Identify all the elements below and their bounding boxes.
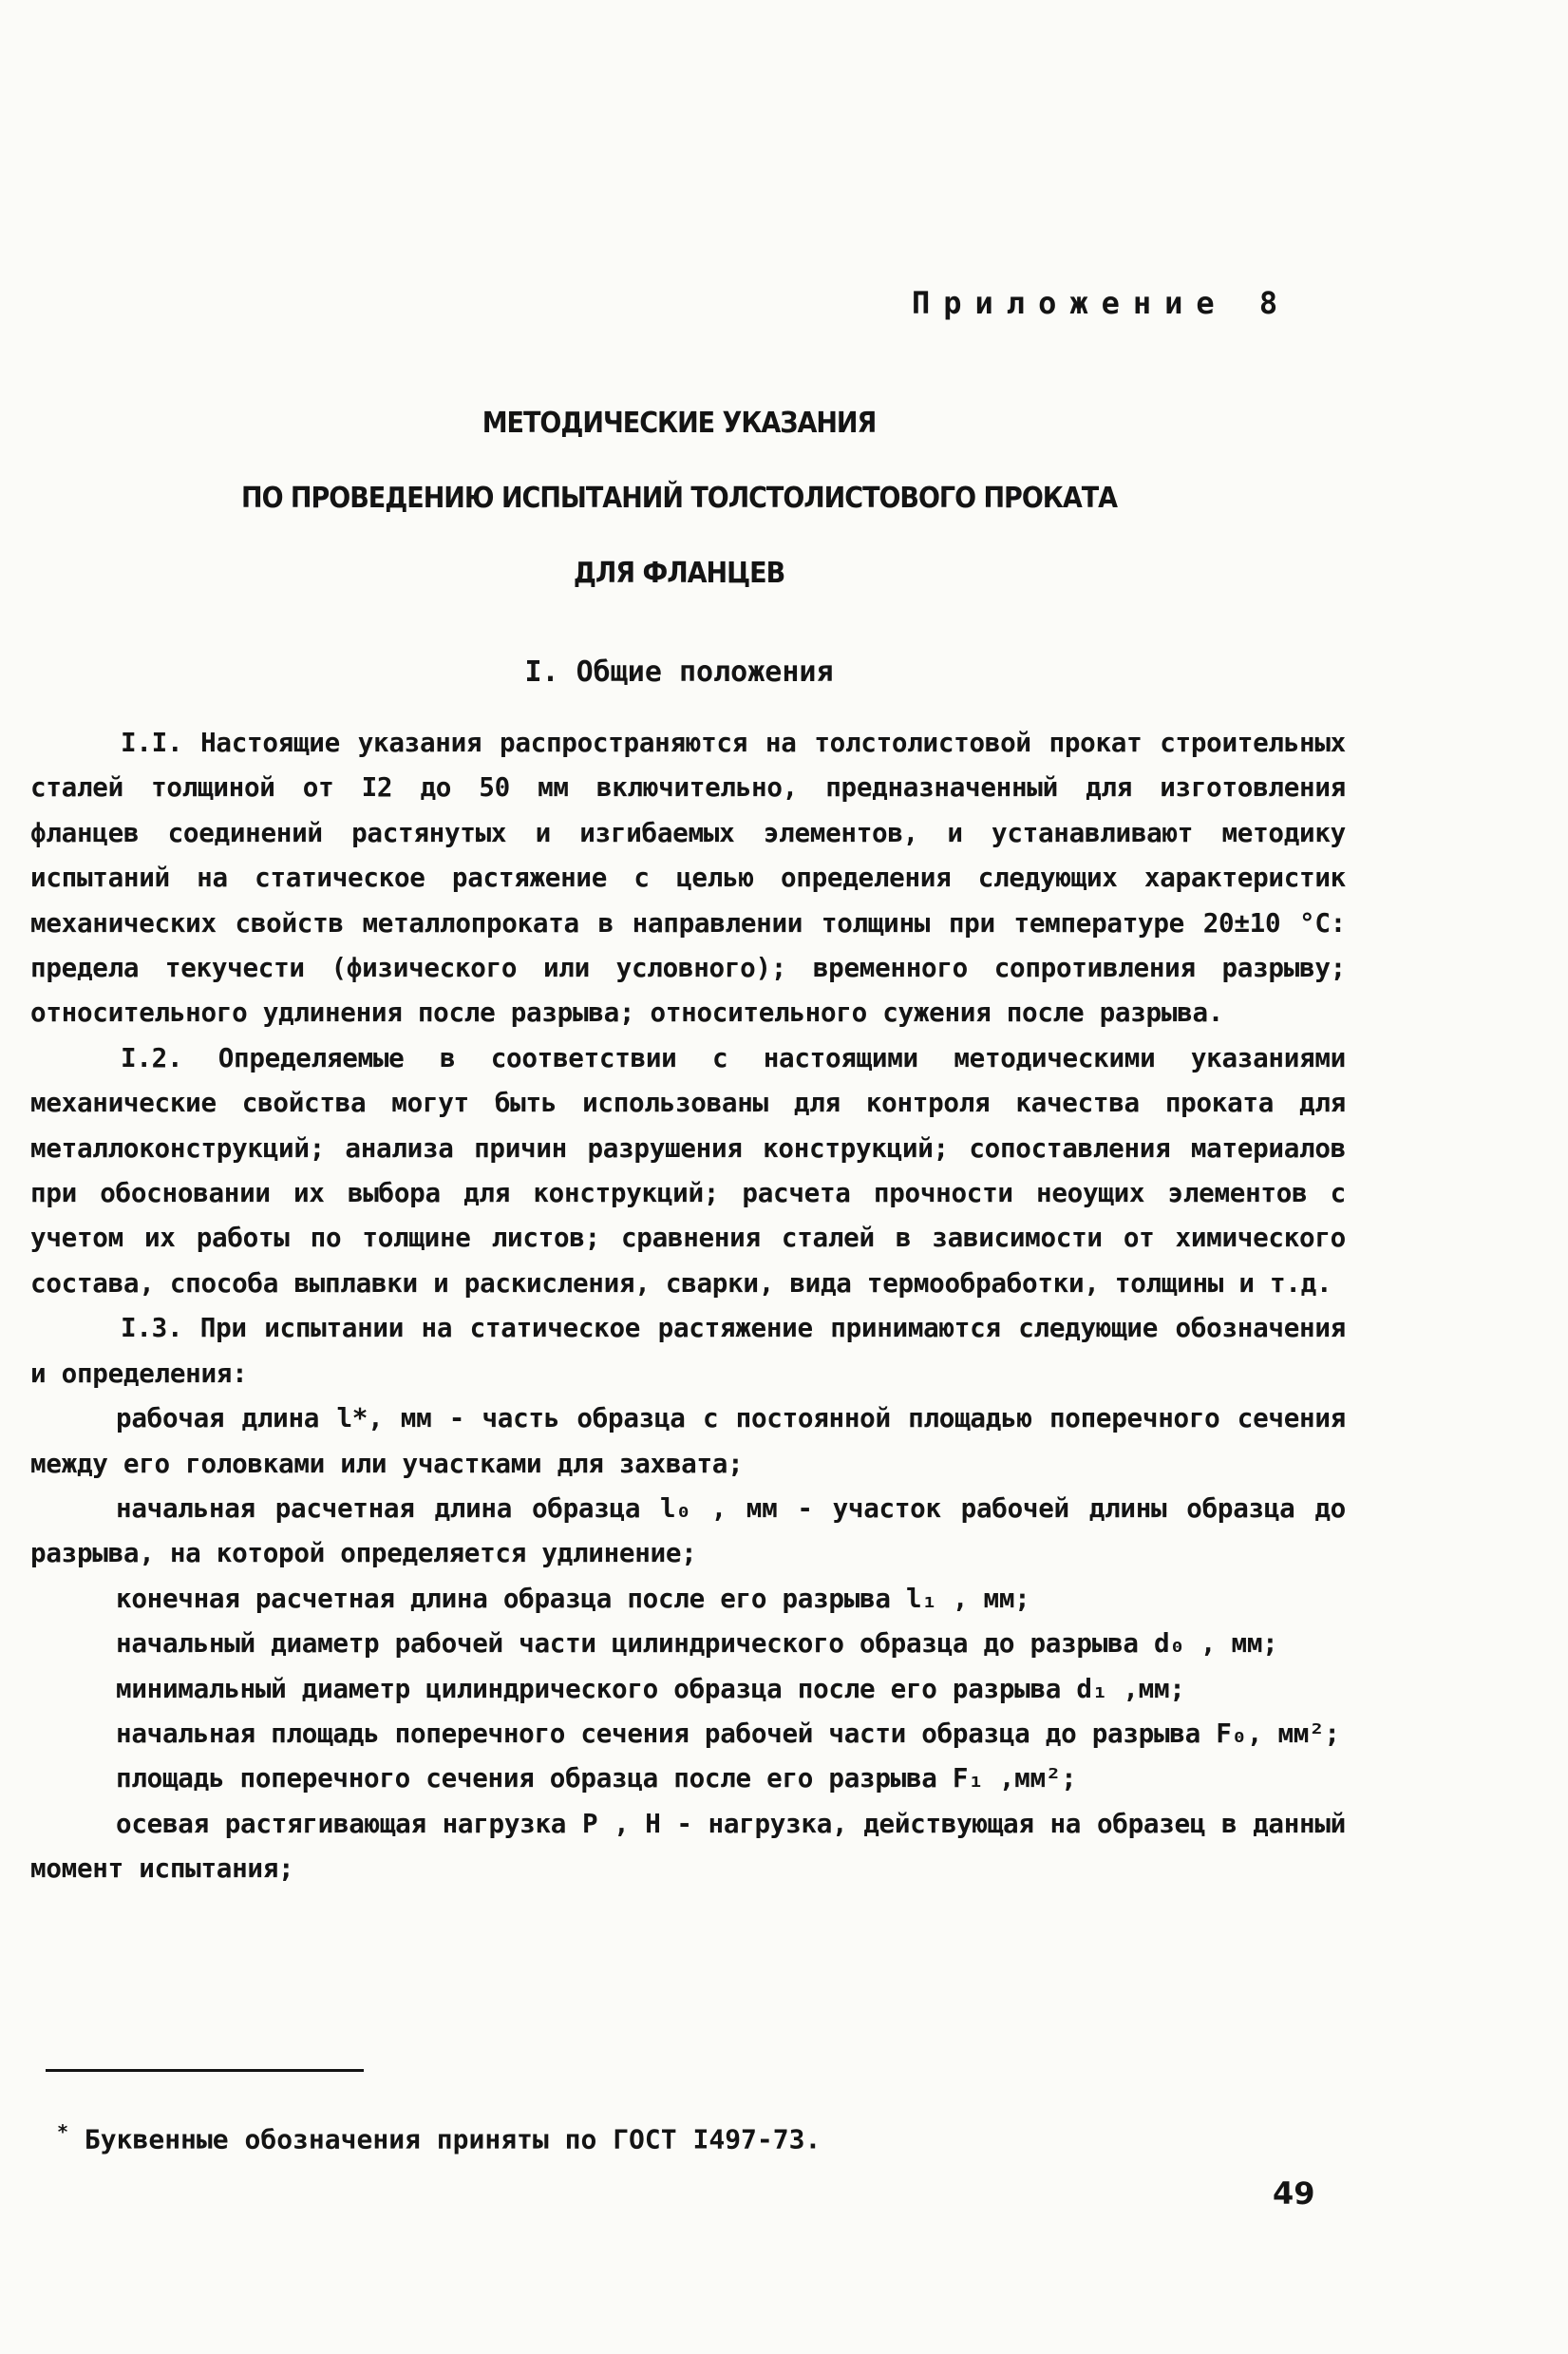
definition-working-length: рабочая длина l*, мм - часть образца с постоянной площадью поперечного сечения между его головками или участками для захвата; xyxy=(30,1402,1346,1479)
paragraph-1-3: I.3. При испытании на статическое растяжение принимаются следующие обозначения и определения: xyxy=(30,1312,1346,1389)
title-line-3: ДЛЯ ФЛАНЦЕВ xyxy=(573,557,785,590)
page-number: 49 xyxy=(1273,2175,1315,2212)
paragraph-1-2: I.2. Определяемые в соответствии с настоящими методическими указаниями механические свойства могут быть использованы для контроля качества проката для металлоконструкций; анализа причин разрушения конструкций; сопоставления материалов при обосновании их выбора для конструкций; расчета прочности неоущих элементов с учетом их работы по толщине листов; сравнения сталей в зависимости от химического состава, способа выплавки и раскисления, сварки, вида термообработки, толщины и т.д. xyxy=(30,1041,1346,1299)
footnote-marker: * xyxy=(57,2120,69,2143)
definition-min-diameter: минимальный диаметр цилиндрического образца после его разрыва d₁ ,мм; xyxy=(116,1672,1185,1704)
title-line-1: МЕТОДИЧЕСКИЕ УКАЗАНИЯ xyxy=(482,407,877,440)
appendix-label: Приложение 8 xyxy=(912,285,1292,321)
definition-initial-diameter: начальный диаметр рабочей части цилиндрического образца до разрыва d₀ , мм; xyxy=(116,1627,1278,1660)
definition-final-area: площадь поперечного сечения образца после его разрыва F₁ ,мм²; xyxy=(116,1762,1077,1794)
title-line-2: ПО ПРОВЕДЕНИЮ ИСПЫТАНИЙ ТОЛСТОЛИСТОВОГО ПРОКАТА xyxy=(240,482,1118,515)
definition-initial-gauge-length: начальная расчетная длина образца l₀ , мм - участок рабочей длины образца до разрыва, на которой определяется удлинение; xyxy=(30,1491,1346,1569)
footnote xyxy=(57,2120,821,2155)
footnote-divider xyxy=(46,2069,364,2072)
section-heading: I. Общие положения xyxy=(524,655,834,689)
definition-final-gauge-length: конечная расчетная длина образца после его разрыва l₁ , мм; xyxy=(116,1582,1030,1614)
paragraph-1-1: I.I. Настоящие указания распространяются на толстолистовой прокат строительных сталей толщиной от I2 до 50 мм включительно, предназначенный для изготовления фланцев соединений растянутых и изгибаемых элементов, и устанавливают методику испытаний на статическое растяжение с целью определения следующих характеристик механических свойств металлопроката в направлении толщины при температуре 20±10 °С: предела текучести (физического или условного); временного сопротивления разрыву; относительного удлинения после разрыва; относительного сужения после разрыва. xyxy=(30,727,1346,1029)
definition-initial-area: начальная площадь поперечного сечения рабочей части образца до разрыва F₀, мм²; xyxy=(116,1717,1340,1749)
footnote-text: Буквенные обозначения приняты по ГОСТ I497-73. xyxy=(84,2123,822,2155)
definition-axial-load: осевая растягивающая нагрузка P , H - нагрузка, действующая на образец в данный момент испытания; xyxy=(30,1807,1346,1885)
document-body xyxy=(30,720,1346,1891)
